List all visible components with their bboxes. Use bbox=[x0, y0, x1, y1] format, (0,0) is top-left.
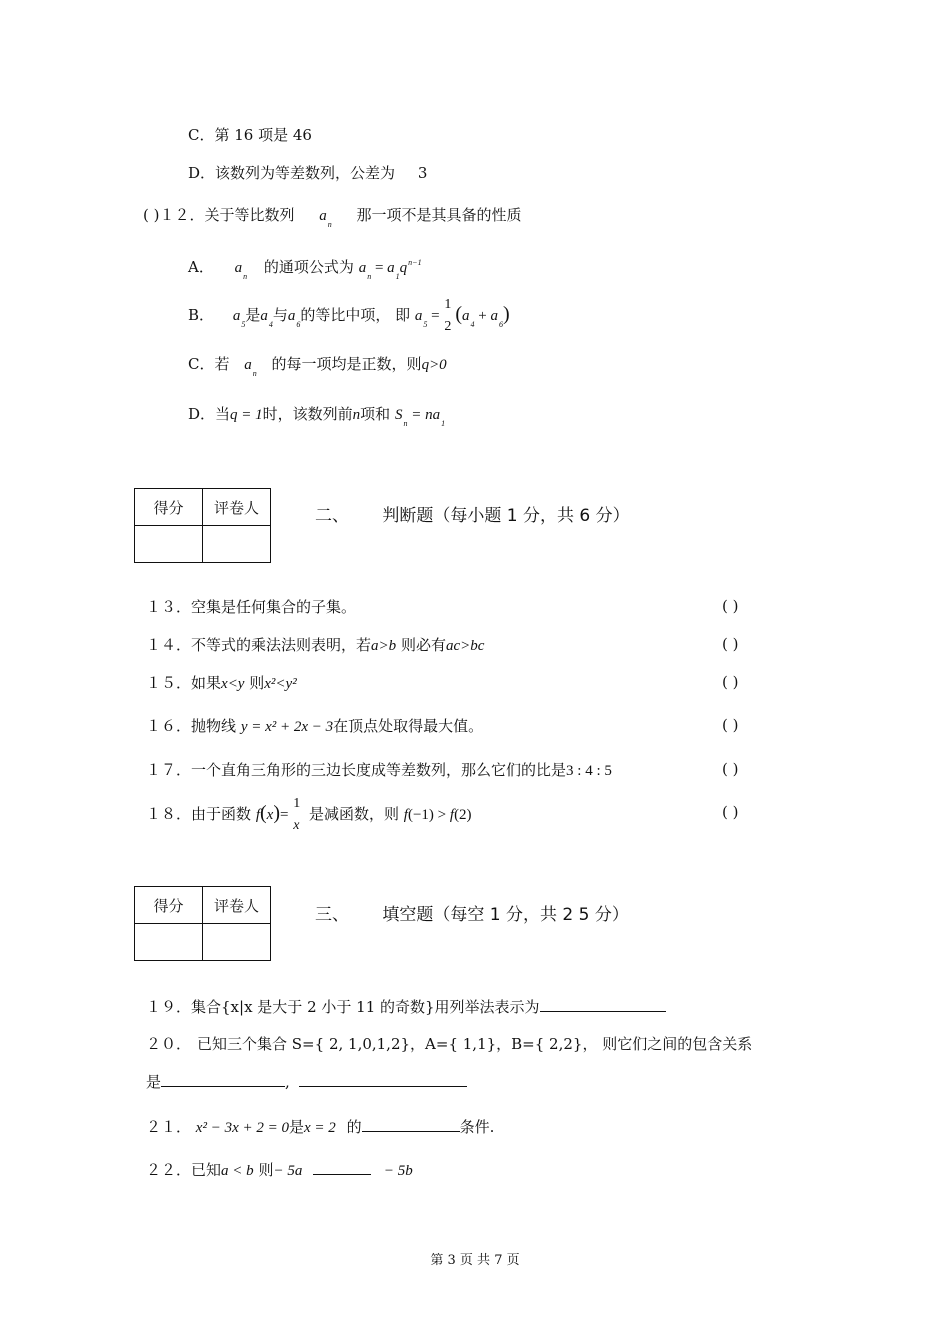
q16: １６．抛物线 y = x² + 2x − 3在顶点处取得最大值。 bbox=[146, 717, 484, 735]
q12-stem-suffix: 那一项不是其具备的性质 bbox=[356, 206, 522, 224]
q12-option-c-condition: q>0 bbox=[421, 357, 447, 373]
q20-answer-blank-2[interactable] bbox=[299, 1072, 467, 1087]
score-box-section-2 bbox=[134, 488, 271, 563]
section-2-heading: 判断题（每小题 1 分，共 6 分） bbox=[382, 506, 630, 526]
q12-option-c-label: C．若 bbox=[188, 355, 230, 373]
q11-option-d bbox=[188, 163, 427, 183]
q17: １７．一个直角三角形的三边长度成等差数列，那么它们的比是3 : 4 : 5 bbox=[146, 761, 612, 779]
q22-answer-blank[interactable] bbox=[313, 1160, 371, 1175]
q12-stem bbox=[143, 205, 522, 228]
section-3-number: 三、 bbox=[315, 905, 349, 925]
q13: １３．空集是任何集合的子集。 bbox=[146, 598, 357, 616]
grader-cell[interactable] bbox=[203, 526, 271, 563]
q14: １４．不等式的乘法法则表明，若a>b 则必有ac>bc bbox=[146, 636, 485, 654]
q12-option-d-label: D．当 bbox=[188, 405, 231, 423]
score-label: 得分 bbox=[135, 887, 203, 924]
score-box-section-3 bbox=[134, 886, 271, 961]
q15-answer-paren[interactable]: ( ) bbox=[722, 673, 739, 691]
q11-option-d-text: D．该数列为等差数列，公差为 bbox=[188, 164, 396, 182]
score-cell[interactable] bbox=[135, 924, 203, 961]
q12-option-a-text: 的通项公式为 bbox=[263, 258, 354, 276]
q12-option-a-label: A． bbox=[188, 258, 214, 276]
q19-answer-blank[interactable] bbox=[540, 997, 666, 1012]
q13-answer-paren[interactable]: ( ) bbox=[722, 597, 739, 615]
q11-option-d-value: 3 bbox=[417, 164, 428, 182]
q16-answer-paren[interactable]: ( ) bbox=[722, 716, 739, 734]
q12-option-c: C．若 $a_n$ 的每一项均是正数，则q>0 bbox=[188, 355, 447, 378]
q11-option-c: C．第 16 项是 46 bbox=[188, 126, 312, 144]
q15: １５．如果x<y 则x²<y² bbox=[146, 674, 297, 692]
score-cell[interactable] bbox=[135, 526, 203, 563]
score-label: 得分 bbox=[135, 489, 203, 526]
q12-var: $a_n$ bbox=[319, 208, 332, 229]
q12-stem-prefix: ( )１２．关于等比数列 bbox=[143, 206, 295, 224]
grader-cell[interactable] bbox=[203, 924, 271, 961]
grader-label: 评卷人 bbox=[203, 489, 271, 526]
q17-answer-paren[interactable]: ( ) bbox=[722, 760, 739, 778]
q12-option-d: D．当q = 1时，该数列前n项和 $S_n = na_1$ bbox=[188, 405, 446, 428]
q22: ２２．已知a < b 则− 5a − 5b bbox=[146, 1161, 413, 1179]
q12-option-b-label: B． bbox=[188, 306, 215, 324]
q18-answer-paren[interactable]: ( ) bbox=[722, 803, 739, 821]
section-3-title bbox=[315, 900, 629, 925]
q12-option-a: A． $a_n$ 的通项公式为 $a_n = a_1q^{n-1}$ bbox=[188, 258, 422, 281]
q20-line-2: 是 , bbox=[146, 1072, 467, 1092]
q12-option-c-text: 的每一项均是正数，则 bbox=[271, 355, 422, 373]
q12-option-b: B． $a_5$是$a_4$与$a_6$的等比中项， 即 $a_5$ = 1 2 $(a_4 + a_6)$ bbox=[188, 296, 510, 334]
section-2-title bbox=[315, 501, 630, 526]
q20-answer-blank-1[interactable] bbox=[161, 1072, 285, 1087]
q21-answer-blank[interactable] bbox=[362, 1117, 460, 1132]
section-3-heading: 填空题（每空 1 分，共 2 5 分） bbox=[382, 905, 629, 925]
q20: ２０． 已知三个集合 S={ 2, 1,0,1,2}，A={ 1,1}，B={ 2,2}， 则它们之间的包含关系 bbox=[146, 1035, 753, 1053]
q19: １９．集合{x|x 是大于 2 小于 11 的奇数}用列举法表示为 bbox=[146, 997, 666, 1017]
grader-label: 评卷人 bbox=[203, 887, 271, 924]
q18: １８．由于函数 f(x)= 1 x 是减函数，则 f(−1) > f(2) bbox=[146, 795, 472, 833]
q14-answer-paren[interactable]: ( ) bbox=[722, 635, 739, 653]
page-number: 第 3 页 共 7 页 bbox=[430, 1253, 520, 1268]
q21: ２１． x² − 3x + 2 = 0是x = 2 的 条件. bbox=[146, 1118, 495, 1136]
section-2-number: 二、 bbox=[315, 506, 349, 526]
q12-option-b-text: 的等比中项， 即 bbox=[300, 306, 411, 324]
